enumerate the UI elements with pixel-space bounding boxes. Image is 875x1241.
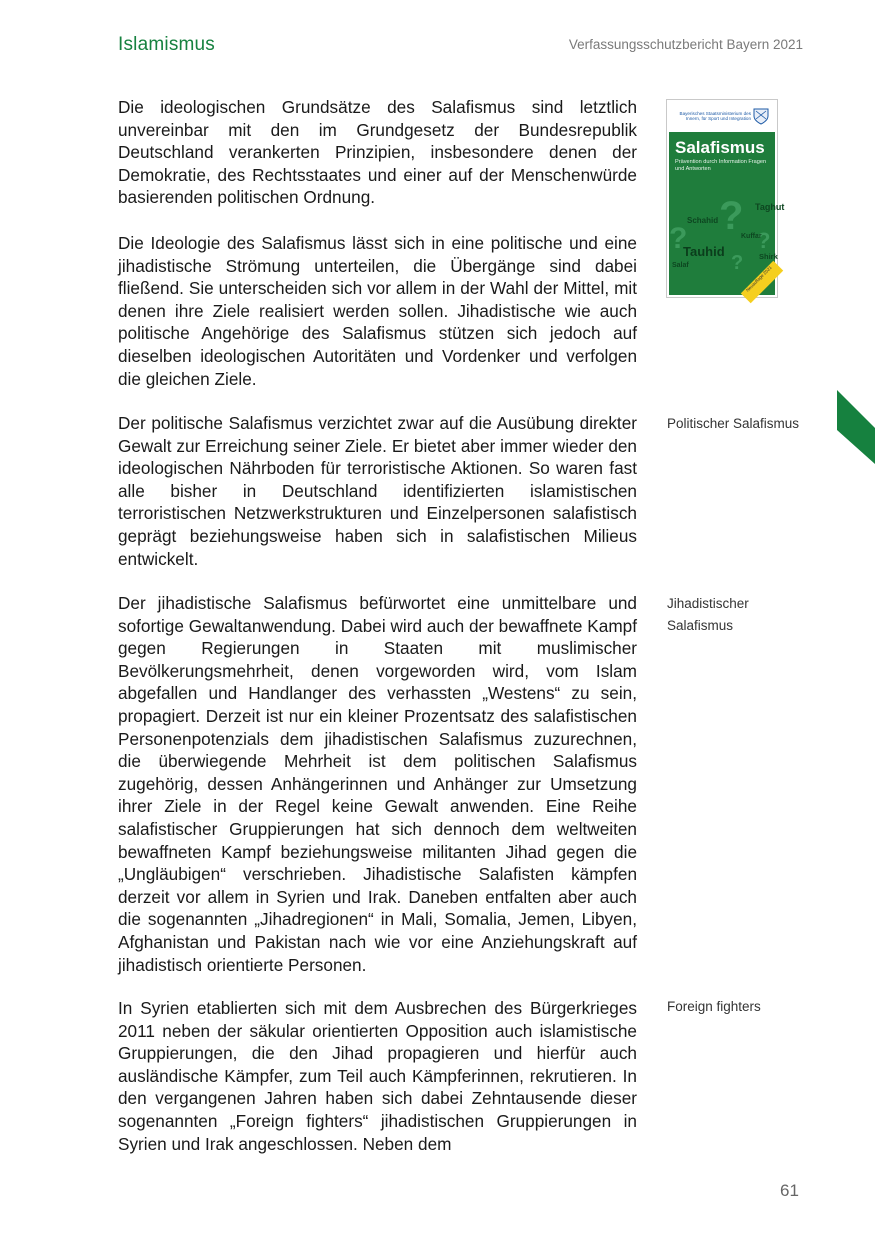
section-title: Islamismus bbox=[118, 34, 216, 55]
brochure-body bbox=[669, 132, 785, 295]
margin-note-text: Jihadistischer Salafismus bbox=[667, 596, 749, 633]
brochure-cover-image bbox=[666, 99, 785, 298]
margin-note-foreign bbox=[667, 996, 817, 1018]
brochure-subtitle: Prävention durch Information Fragen und Antworten bbox=[675, 159, 767, 172]
paragraph: Die Ideologie des Salafismus lässt sich in eine politische und eine jihadistische Strömung unterteilen, die Übergänge sind dabei fließend. Sie unterscheiden sich vor allem in der Wahl der Mittel, mit denen ihre Ziele realisiert werden sollen. Jihadistische wie auch politische Angehörige des Salafismus stützen sich jedoch auf dieselben ideologischen Autoritäten und Vordenker und verfolgen die gleichen Ziele. bbox=[118, 233, 637, 389]
brochure-title: Salafismus bbox=[675, 138, 765, 157]
page-number: 61 bbox=[780, 1181, 799, 1200]
brochure-header bbox=[669, 102, 775, 132]
question-mark-icon: ? bbox=[731, 252, 744, 274]
paragraph: Die ideologischen Grundsätze des Salafismus sind letztlich unvereinbar mit den im Grundgesetz der Bundesrepublik Deutschland verankerten Prinzipien, insbesondere denen der Demokratie, des Rechtsstaates und einer auf der Menschenwürde basierenden politischen Ordnung. bbox=[118, 97, 637, 208]
paragraph: Der politische Salafismus verzichtet zwar auf die Ausübung direkter Gewalt zur Erreichung seiner Ziele. Er bietet aber immer wieder den ideologischen Nährboden für terroristische Aktionen. So waren fast alle bisher in Deutschland identifizierten islamistischen terroristischen Netzwerkstrukturen und Einzelpersonen salafistisch geprägt beziehungsweise haben sich in salafistischen Milieus entwickelt. bbox=[118, 413, 637, 569]
brochure-word: Schahid bbox=[687, 216, 719, 225]
brochure-word: Tauhid bbox=[683, 244, 725, 259]
paragraph: In Syrien etablierten sich mit dem Ausbrechen des Bürgerkrieges 2011 neben der säkular orientierten Opposition auch islamistische Gruppierungen, die den Jihad propagieren und hierfür auch ausländische Kämpfer, zum Teil auch Kämpferinnen, rekrutieren. In den vergangenen Jahren haben sich dabei Zehntausende dieser sogenannten „Foreign fighters“ jihadistischen Gruppierungen in Syrien und Irak angeschlossen. Neben dem bbox=[118, 998, 637, 1154]
question-mark-icon: ? bbox=[669, 222, 688, 255]
brochure-word: Shirk bbox=[759, 252, 778, 261]
brochure-word: Taghut bbox=[755, 202, 785, 212]
brochure-ministry: Bayerisches Staatsministerium des Innern, für Sport und Integration bbox=[679, 111, 751, 122]
question-mark-icon: ? bbox=[719, 194, 744, 238]
margin-note-jihadist bbox=[667, 593, 817, 637]
paragraph: Der jihadistische Salafismus befürwortet eine unmittelbare und sofortige Gewaltanwendung. Dabei wird auch der bewaffnete Kampf gegen Regierungen in Staaten mit muslimischer Bevölkerungsmehrheit, denen vorgeworden wird, vom Islam abgefallen und Handlanger des verhassten „Westens“ zu sein, propagiert. Derzeit ist nur ein kleiner Prozentsatz des salafistischen Personenpotenzials dem jihadistischen Salafismus zuzurechnen, die überwiegende Mehrheit ist dem politischen Salafismus zugehörig, dessen Anhängerinnen und Anhänger zur Umsetzung ihrer Ziele in der Regel keine Gewalt anwenden. Eine Reihe salafistischer Gruppierungen hat sich dennoch dem weltweiten bewaffneten Kampf beziehungsweise militanten Jihad gegen die „Ungläubigen“ verschrieben. Jihadistische Salafisten kämpfen derzeit vor allem in Syrien und Irak. Daneben entfalten aber auch die sogenannten „Jihadregionen“ in Mali, Somalia, Jemen, Libyen, Afghanistan und Pakistan nach wie vor eine Anziehungskraft auf jihadistisch orientierte Personen. bbox=[118, 593, 637, 975]
margin-note-text: Foreign fighters bbox=[667, 999, 761, 1014]
question-mark-icon: ? bbox=[757, 228, 771, 253]
margin-note-political bbox=[667, 413, 817, 435]
brochure-badge: Neuauflage 2021 bbox=[741, 261, 783, 303]
publication-title: Verfassungsschutzbericht Bayern 2021 bbox=[568, 37, 803, 52]
brochure-word: Salaf bbox=[672, 262, 689, 269]
chapter-tab-marker bbox=[837, 390, 875, 464]
coat-of-arms-icon bbox=[753, 107, 769, 125]
brochure-word: Kuffar bbox=[741, 233, 762, 240]
margin-note-text: Politischer Salafismus bbox=[667, 416, 800, 431]
